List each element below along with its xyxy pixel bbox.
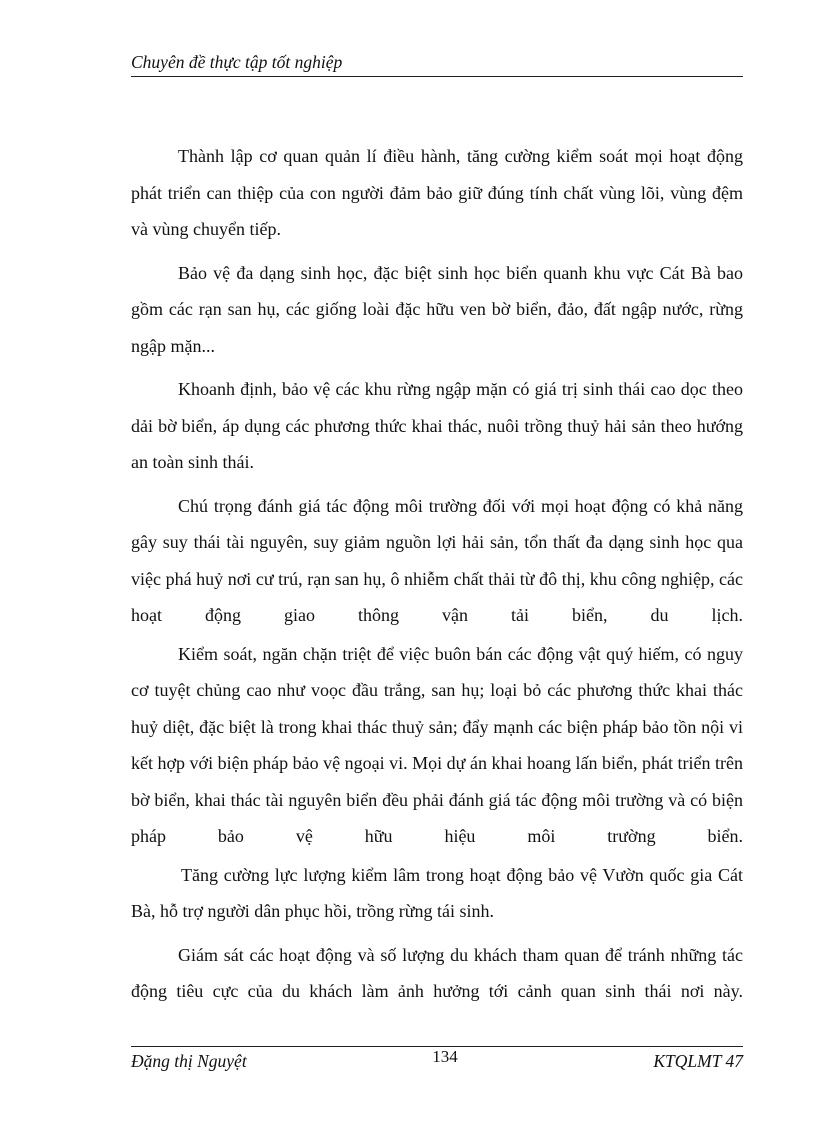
page-number: 134 — [432, 1047, 458, 1066]
paragraph-4: Chú trọng đánh giá tác động môi trường đối với mọi hoạt động có khả năng gây suy thái tài nguyên, suy giảm nguồn lợi hải sản, tổn thất đa dạng sinh học qua việc phá huỷ nơi cư trú, rạn san hụ, ô nhiễm chất thải từ đô thị, khu công nghiệp, các hoạt động giao thông vận tải biển, du lịch. — [131, 495, 743, 625]
paragraph-3: Khoanh định, bảo vệ các khu rừng ngập mặn có giá trị sinh thái cao dọc theo dải bờ biển, áp dụng các phương thức khai thác, nuôi trồng thuỷ hải sản theo hướng an toàn sinh thái. — [131, 379, 743, 472]
document-title: Chuyên đề thực tập tốt nghiệp — [131, 52, 343, 72]
paragraph-6: Tăng cường lực lượng kiểm lâm trong hoạt động bảo vệ Vườn quốc gia Cát Bà, hỗ trợ người dân phục hồi, trồng rừng tái sinh. — [131, 864, 743, 921]
paragraph-2: Bảo vệ đa dạng sinh học, đặc biệt sinh học biển quanh khu vực Cát Bà bao gồm các rạn san hụ, các giống loài đặc hữu ven bờ biển, đảo, đất ngập nước, rừng ngập mặn... — [131, 262, 743, 356]
document-body — [131, 138, 743, 1010]
footer-author: Đặng thị Nguyệt — [131, 1051, 247, 1071]
footer-class-code: KTQLMT 47 — [653, 1051, 743, 1071]
page-header — [131, 50, 743, 77]
paragraph-1: Thành lập cơ quan quản lí điều hành, tăng cường kiểm soát mọi hoạt động phát triển can thiệp của con người đảm bảo giữ đúng tính chất vùng lõi, vùng đệm và vùng chuyển tiếp. — [131, 146, 743, 239]
paragraph-5: Kiểm soát, ngăn chặn triệt để việc buôn bán các động vật quý hiếm, có nguy cơ tuyệt chủng cao như voọc đầu trắng, san hụ; loại bỏ các phương thức khai thác huỷ diệt, đặc biệt là trong khai thác thuỷ sản; đẩy mạnh các biện pháp bảo tồn nội vi kết hợp với biện pháp bảo vệ ngoại vi. Mọi dự án khai hoang lấn biển, phát triển trên bờ biển, khai thác tài nguyên biển đều phải đánh giá tác động môi trường và có biện pháp bảo vệ hữu hiệu môi trường biển. — [131, 643, 743, 846]
paragraph-7: Giám sát các hoạt động và số lượng du khách tham quan để tránh những tác động tiêu cực của du khách làm ảnh hưởng tới cảnh quan sinh thái nơi này. — [131, 944, 743, 1001]
